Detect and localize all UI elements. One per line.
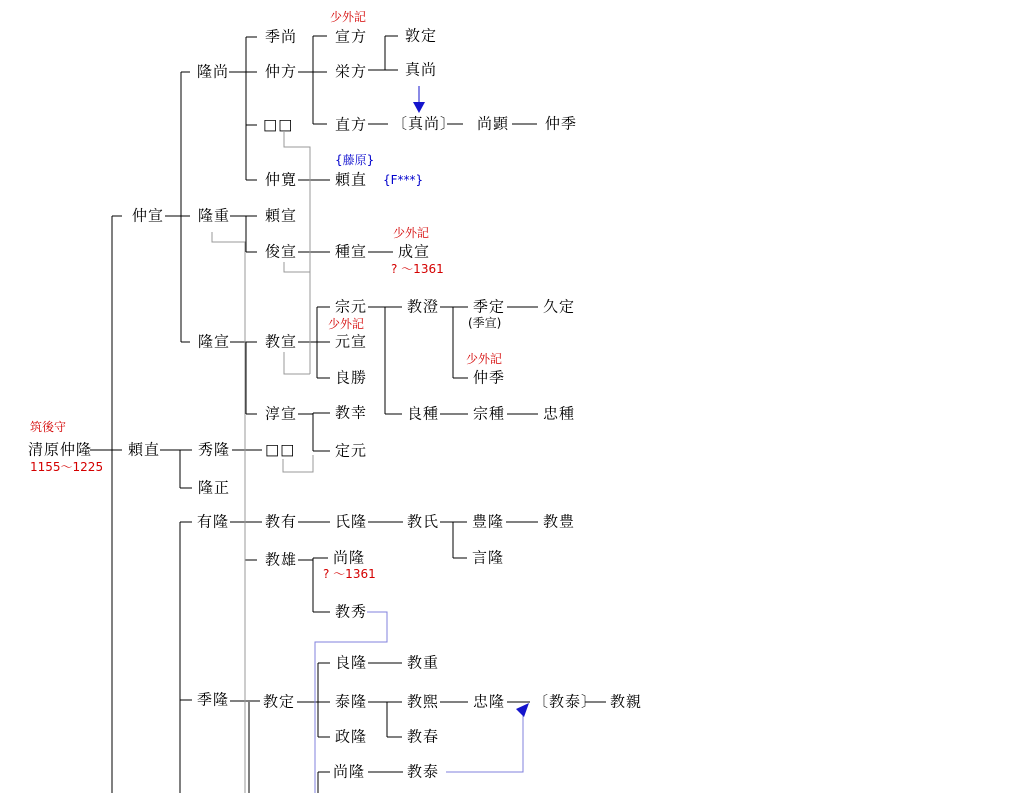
person-label: 〔教泰〕 bbox=[533, 692, 598, 711]
annotation-label: 少外記 bbox=[328, 317, 365, 331]
arrowhead-icon bbox=[516, 703, 529, 717]
person-label: 定元 bbox=[335, 441, 368, 460]
person-label: 教重 bbox=[407, 653, 440, 672]
person-label: 宣方 bbox=[335, 27, 368, 46]
person-label-naotaka-2: 尚隆 bbox=[333, 762, 366, 781]
person-label: 教宣 bbox=[265, 332, 298, 351]
person-label: 教泰 bbox=[407, 762, 440, 781]
person-label: 敦定 bbox=[405, 26, 438, 45]
arrowhead-icon bbox=[413, 102, 425, 113]
person-label-blank-2: □□ bbox=[265, 440, 296, 459]
person-label-blank-1: □□ bbox=[263, 115, 294, 134]
person-label: 隆宣 bbox=[198, 332, 231, 351]
annotation-label: {F***} bbox=[383, 173, 424, 187]
person-label: 言隆 bbox=[472, 548, 505, 567]
person-label: 頼宣 bbox=[265, 206, 298, 225]
tree-edge-gray bbox=[284, 262, 310, 272]
person-label: 教有 bbox=[265, 512, 298, 531]
person-label: 季隆 bbox=[197, 690, 230, 709]
person-label: 教煕 bbox=[407, 692, 440, 711]
person-label: 良勝 bbox=[335, 368, 368, 387]
person-label: 豊隆 bbox=[472, 512, 505, 531]
person-label: 教幸 bbox=[335, 403, 368, 422]
person-label: 仲宣 bbox=[132, 206, 165, 225]
person-label: 泰隆 bbox=[335, 692, 368, 711]
person-label: 忠隆 bbox=[473, 692, 506, 711]
person-label-yorinao-2: 頼直 bbox=[128, 440, 161, 459]
annotation-label: 少外記 bbox=[466, 352, 503, 366]
person-label-nakasue-2: 仲季 bbox=[473, 368, 506, 387]
annotation-label: 少外記 bbox=[393, 226, 430, 240]
annotation-label: 1155～1225 bbox=[30, 460, 104, 474]
person-label: 季定 bbox=[473, 297, 506, 316]
annotation-label: (季宣) bbox=[468, 316, 502, 330]
annotation-label: ? ～1361 bbox=[391, 262, 444, 276]
person-label: 仲季 bbox=[545, 114, 578, 133]
person-label: 良種 bbox=[407, 404, 440, 423]
person-label: 有隆 bbox=[197, 512, 230, 531]
person-label: 教秀 bbox=[335, 602, 368, 621]
person-label: 政隆 bbox=[335, 727, 368, 746]
person-label: 仲方 bbox=[265, 62, 298, 81]
person-label: 季尚 bbox=[265, 27, 298, 46]
person-label: 教雄 bbox=[265, 550, 298, 569]
person-label: 元宣 bbox=[335, 332, 368, 351]
annotation-label: 少外記 bbox=[330, 10, 367, 24]
tree-edge-lightblue bbox=[446, 710, 523, 772]
person-label: 秀隆 bbox=[198, 440, 231, 459]
person-label: 宗元 bbox=[335, 297, 368, 316]
annotation-label: {藤原} bbox=[335, 153, 375, 167]
annotation-label: 筑後守 bbox=[30, 420, 67, 434]
person-label-root: 清原仲隆 bbox=[28, 440, 93, 459]
person-label: 教定 bbox=[263, 692, 296, 711]
person-label: 忠種 bbox=[543, 404, 576, 423]
person-label-yorinao-fujiwara: 頼直 bbox=[335, 170, 368, 189]
person-label: 宗種 bbox=[473, 404, 506, 423]
person-label-naotaka-1: 尚隆 bbox=[333, 548, 366, 567]
person-label: 栄方 bbox=[335, 62, 368, 81]
person-label: 隆正 bbox=[198, 478, 231, 497]
person-label: 真尚 bbox=[405, 60, 438, 79]
person-label: 隆重 bbox=[198, 206, 231, 225]
person-label: 教豊 bbox=[543, 512, 576, 531]
person-label: 教氏 bbox=[407, 512, 440, 531]
person-label: 直方 bbox=[335, 115, 368, 134]
person-label: 隆尚 bbox=[197, 62, 230, 81]
person-label: 久定 bbox=[543, 297, 576, 316]
person-label: 成宣 bbox=[398, 242, 431, 261]
person-label: 教澄 bbox=[407, 297, 440, 316]
person-label: 氏隆 bbox=[335, 512, 368, 531]
annotation-label: ? ～1361 bbox=[323, 567, 376, 581]
person-label: 仲寛 bbox=[265, 170, 298, 189]
person-label: 教春 bbox=[407, 727, 440, 746]
person-label: 尚顕 bbox=[477, 114, 510, 133]
person-label: 淳宣 bbox=[265, 404, 298, 423]
person-label: 良隆 bbox=[335, 653, 368, 672]
person-label: 教親 bbox=[610, 692, 643, 711]
tree-edge-gray bbox=[284, 352, 310, 374]
person-label: 俊宣 bbox=[265, 242, 298, 261]
person-label: 〔真尚〕 bbox=[392, 114, 457, 133]
person-label: 種宣 bbox=[335, 242, 368, 261]
